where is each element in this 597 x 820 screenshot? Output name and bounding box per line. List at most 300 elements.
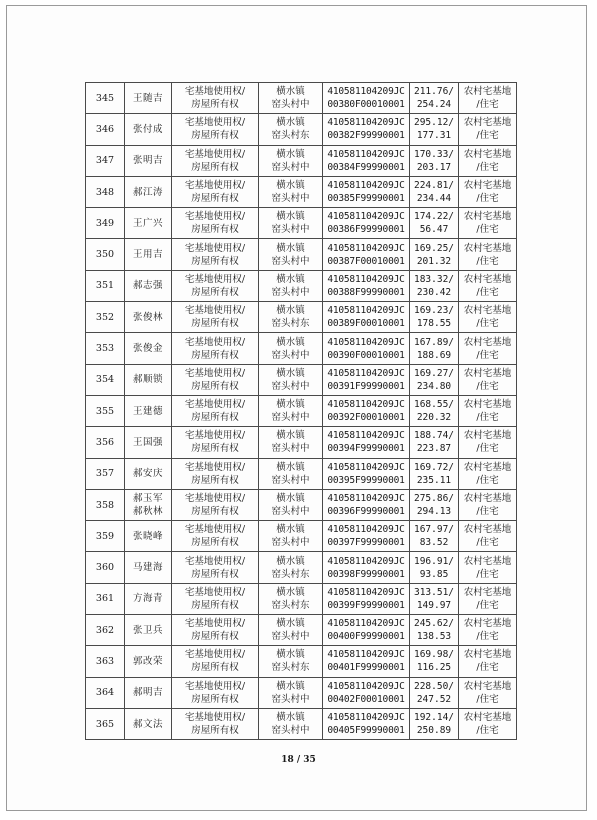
table-row (86, 114, 517, 145)
location: 横水镇 (276, 524, 305, 536)
location: 窑头村中 (271, 693, 310, 705)
land-use-cell (459, 270, 517, 301)
owner-name: 郝顺锁 (132, 374, 163, 386)
right-type-cell (172, 427, 259, 458)
record-number-cell: 350 (86, 239, 125, 270)
record-number-cell: 345 (86, 83, 125, 114)
location: 窑头村中 (271, 725, 310, 737)
right-type: 房屋所有权 (191, 443, 239, 455)
area-value: 196.91/ (413, 555, 455, 567)
location: 窑头村中 (271, 193, 310, 205)
right-type: 房屋所有权 (191, 599, 239, 611)
area-value-cell (410, 521, 459, 552)
owner-name-cell (125, 114, 172, 145)
right-type: 宅基地使用权/ (184, 618, 246, 630)
table-row (86, 302, 517, 333)
area-value: 247.52 (416, 693, 452, 705)
area-value: 169.25/ (413, 242, 455, 254)
right-type: 宅基地使用权/ (184, 493, 246, 504)
owner-name-cell (125, 583, 172, 614)
record-number-cell: 362 (86, 615, 125, 646)
unit-code: 410581104209JC (327, 586, 405, 598)
location: 横水镇 (276, 117, 305, 129)
location: 横水镇 (276, 86, 305, 98)
owner-name-cell (125, 270, 172, 301)
land-use-cell (459, 176, 517, 207)
land-use: /住宅 (476, 537, 499, 549)
land-use: /住宅 (476, 380, 499, 392)
unit-code-cell (323, 176, 410, 207)
location-cell (259, 552, 323, 583)
land-use-cell (459, 114, 517, 145)
area-value: 177.31 (416, 130, 452, 142)
table-row (86, 395, 517, 426)
land-use: /住宅 (476, 631, 499, 643)
owner-name-cell (125, 489, 172, 520)
location-cell (259, 615, 323, 646)
owner-name: 郝江涛 (132, 186, 163, 198)
right-type-cell (172, 583, 259, 614)
record-number-cell: 349 (86, 208, 125, 239)
right-type-cell (172, 489, 259, 520)
owner-name-cell (125, 208, 172, 239)
land-use: 农村宅基地 (463, 430, 512, 442)
table-row (86, 677, 517, 708)
unit-code-cell (323, 521, 410, 552)
table-row (86, 176, 517, 207)
right-type: 房屋所有权 (191, 537, 239, 549)
land-use-cell (459, 615, 517, 646)
right-type: 宅基地使用权/ (184, 586, 246, 598)
owner-name-cell (125, 302, 172, 333)
right-type: 宅基地使用权/ (184, 524, 246, 536)
land-use: 农村宅基地 (463, 86, 512, 98)
owner-name: 方海青 (132, 593, 163, 605)
location-cell (259, 489, 323, 520)
unit-code-cell (323, 646, 410, 677)
unit-code: 00384F99990001 (327, 161, 405, 173)
location-cell (259, 145, 323, 176)
right-type-cell (172, 176, 259, 207)
location: 窑头村中 (271, 631, 310, 643)
location: 窑头村中 (271, 224, 310, 236)
table-row (86, 552, 517, 583)
unit-code: 00391F99990001 (327, 380, 405, 392)
unit-code: 00401F99990001 (327, 662, 405, 674)
unit-code-cell (323, 83, 410, 114)
right-type: 房屋所有权 (191, 161, 239, 173)
unit-code-cell (323, 583, 410, 614)
record-number-cell: 358 (86, 489, 125, 520)
area-value-cell (410, 239, 459, 270)
location-cell (259, 708, 323, 739)
area-value: 228.50/ (413, 680, 455, 692)
owner-name-cell (125, 646, 172, 677)
unit-code: 00405F99990001 (327, 725, 405, 737)
unit-code-cell (323, 364, 410, 395)
location: 窑头村东 (271, 130, 310, 142)
owner-name-cell (125, 708, 172, 739)
right-type: 房屋所有权 (191, 506, 239, 517)
owner-name: 郭改荣 (132, 655, 163, 667)
location-cell (259, 333, 323, 364)
location-cell (259, 270, 323, 301)
right-type: 房屋所有权 (191, 255, 239, 267)
area-value-cell (410, 302, 459, 333)
land-use: /住宅 (476, 443, 499, 455)
unit-code: 410581104209JC (327, 430, 405, 442)
record-number-cell: 365 (86, 708, 125, 739)
right-type-cell (172, 302, 259, 333)
area-value-cell (410, 83, 459, 114)
owner-name: 郝安庆 (132, 468, 163, 480)
location: 横水镇 (276, 180, 305, 192)
unit-code: 410581104209JC (327, 493, 405, 504)
location: 窑头村东 (271, 662, 310, 674)
area-value: 174.22/ (413, 211, 455, 223)
unit-code-cell (323, 489, 410, 520)
unit-code-cell (323, 552, 410, 583)
unit-code-cell (323, 333, 410, 364)
right-type-cell (172, 364, 259, 395)
location-cell (259, 427, 323, 458)
area-value: 254.24 (416, 99, 452, 111)
unit-code: 00385F99990001 (327, 193, 405, 205)
area-value-cell (410, 552, 459, 583)
right-type: 宅基地使用权/ (184, 211, 246, 223)
land-use-cell (459, 708, 517, 739)
area-value: 230.42 (416, 286, 452, 298)
area-value: 188.74/ (413, 430, 455, 442)
location: 横水镇 (276, 555, 305, 567)
unit-code: 410581104209JC (327, 305, 405, 317)
record-number-cell: 347 (86, 145, 125, 176)
record-number-cell: 352 (86, 302, 125, 333)
right-type-cell (172, 395, 259, 426)
area-value: 170.33/ (413, 148, 455, 160)
table-row (86, 427, 517, 458)
land-use: /住宅 (476, 568, 499, 580)
owner-name: 张俊林 (132, 311, 163, 323)
owner-name: 王广兴 (132, 217, 163, 229)
table-row (86, 270, 517, 301)
area-value: 201.32 (416, 255, 452, 267)
land-use: /住宅 (476, 349, 499, 361)
area-value: 116.25 (416, 662, 452, 674)
record-number-cell: 357 (86, 458, 125, 489)
record-number-cell: 355 (86, 395, 125, 426)
land-use-cell (459, 395, 517, 426)
land-use-cell (459, 145, 517, 176)
location: 横水镇 (276, 211, 305, 223)
location-cell (259, 176, 323, 207)
land-use: /住宅 (476, 693, 499, 705)
unit-code-cell (323, 270, 410, 301)
location: 横水镇 (276, 493, 305, 504)
right-type-cell (172, 646, 259, 677)
location-cell (259, 364, 323, 395)
unit-code: 00392F00010001 (327, 412, 405, 424)
unit-code-cell (323, 208, 410, 239)
right-type-cell (172, 333, 259, 364)
unit-code: 410581104209JC (327, 555, 405, 567)
area-value: 83.52 (419, 537, 449, 549)
land-use: 农村宅基地 (463, 493, 512, 504)
location: 窑头村中 (271, 161, 310, 173)
land-use: /住宅 (476, 224, 499, 236)
record-number-cell: 354 (86, 364, 125, 395)
unit-code: 410581104209JC (327, 211, 405, 223)
table-row (86, 208, 517, 239)
right-type: 宅基地使用权/ (184, 273, 246, 285)
unit-code-cell (323, 427, 410, 458)
location: 窑头村中 (271, 412, 310, 424)
unit-code: 00389F00010001 (327, 318, 405, 330)
right-type-cell (172, 208, 259, 239)
right-type: 宅基地使用权/ (184, 680, 246, 692)
record-number-cell: 348 (86, 176, 125, 207)
right-type: 宅基地使用权/ (184, 367, 246, 379)
record-number-cell: 363 (86, 646, 125, 677)
land-use-cell (459, 552, 517, 583)
area-value: 223.87 (416, 443, 452, 455)
record-number-cell: 364 (86, 677, 125, 708)
land-use: 农村宅基地 (463, 586, 512, 598)
location: 横水镇 (276, 680, 305, 692)
table-row (86, 145, 517, 176)
location-cell (259, 302, 323, 333)
right-type: 房屋所有权 (191, 568, 239, 580)
area-value: 294.13 (416, 506, 452, 517)
area-value: 169.23/ (413, 305, 455, 317)
area-value: 56.47 (419, 224, 449, 236)
owner-name-cell (125, 145, 172, 176)
right-type: 房屋所有权 (191, 631, 239, 643)
owner-name: 王用吉 (132, 249, 163, 261)
land-use: 农村宅基地 (463, 148, 512, 160)
owner-name-cell (125, 395, 172, 426)
right-type: 房屋所有权 (191, 412, 239, 424)
unit-code: 410581104209JC (327, 461, 405, 473)
area-value-cell (410, 333, 459, 364)
right-type: 房屋所有权 (191, 380, 239, 392)
location-cell (259, 239, 323, 270)
owner-name: 张付成 (132, 123, 163, 135)
area-value: 169.98/ (413, 649, 455, 661)
unit-code: 410581104209JC (327, 242, 405, 254)
land-use-cell (459, 364, 517, 395)
location-cell (259, 646, 323, 677)
unit-code: 410581104209JC (327, 86, 405, 98)
owner-name-cell (125, 458, 172, 489)
records-table-body (86, 83, 517, 740)
land-use: 农村宅基地 (463, 618, 512, 630)
location: 横水镇 (276, 399, 305, 411)
right-type-cell (172, 239, 259, 270)
location: 窑头村中 (271, 286, 310, 298)
area-value-cell (410, 208, 459, 239)
area-value: 234.80 (416, 380, 452, 392)
area-value-cell (410, 708, 459, 739)
unit-code: 00394F99990001 (327, 443, 405, 455)
area-value-cell (410, 145, 459, 176)
land-use-cell (459, 302, 517, 333)
land-use-cell (459, 239, 517, 270)
unit-code: 00390F00010001 (327, 349, 405, 361)
land-use: 农村宅基地 (463, 649, 512, 661)
right-type: 宅基地使用权/ (184, 461, 246, 473)
right-type: 宅基地使用权/ (184, 336, 246, 348)
area-value: 275.86/ (413, 493, 455, 504)
record-number-cell: 361 (86, 583, 125, 614)
area-value: 250.89 (416, 725, 452, 737)
area-value-cell (410, 114, 459, 145)
owner-name: 郝明吉 (132, 687, 163, 699)
right-type-cell (172, 521, 259, 552)
owner-name: 郝玉军 (132, 493, 163, 504)
area-value: 167.97/ (413, 524, 455, 536)
unit-code: 410581104209JC (327, 117, 405, 129)
right-type-cell (172, 114, 259, 145)
unit-code: 00396F99990001 (327, 506, 405, 517)
owner-name-cell (125, 615, 172, 646)
location-cell (259, 521, 323, 552)
land-use-cell (459, 489, 517, 520)
right-type: 房屋所有权 (191, 662, 239, 674)
unit-code: 410581104209JC (327, 649, 405, 661)
area-value: 169.72/ (413, 461, 455, 473)
owner-name-cell (125, 83, 172, 114)
area-value: 220.32 (416, 412, 452, 424)
table-row (86, 83, 517, 114)
owner-name-cell (125, 677, 172, 708)
location: 窑头村中 (271, 380, 310, 392)
owner-name-cell (125, 427, 172, 458)
location-cell (259, 83, 323, 114)
unit-code: 00400F99990001 (327, 631, 405, 643)
land-use: 农村宅基地 (463, 273, 512, 285)
right-type: 房屋所有权 (191, 693, 239, 705)
right-type: 宅基地使用权/ (184, 649, 246, 661)
land-use-cell (459, 83, 517, 114)
location-cell (259, 583, 323, 614)
area-value: 138.53 (416, 631, 452, 643)
land-use: /住宅 (476, 506, 499, 517)
table-row (86, 615, 517, 646)
right-type: 房屋所有权 (191, 725, 239, 737)
area-value-cell (410, 615, 459, 646)
land-use-cell (459, 458, 517, 489)
page-number: 18 / 35 (281, 755, 316, 765)
location: 窑头村中 (271, 506, 310, 517)
unit-code: 410581104209JC (327, 367, 405, 379)
location: 窑头村中 (271, 349, 310, 361)
table-row (86, 521, 517, 552)
unit-code: 00386F99990001 (327, 224, 405, 236)
location-cell (259, 395, 323, 426)
right-type: 房屋所有权 (191, 130, 239, 142)
area-value: 211.76/ (413, 86, 455, 98)
owner-name: 郝志强 (132, 280, 163, 292)
land-use: 农村宅基地 (463, 367, 512, 379)
unit-code: 00387F00010001 (327, 255, 405, 267)
owner-name-cell (125, 364, 172, 395)
owner-name: 马建海 (132, 562, 163, 574)
owner-name: 郝文法 (132, 718, 163, 730)
location-cell (259, 114, 323, 145)
table-row (86, 458, 517, 489)
table-row (86, 364, 517, 395)
unit-code: 00397F99990001 (327, 537, 405, 549)
records-table (85, 82, 517, 740)
unit-code: 410581104209JC (327, 712, 405, 724)
location-cell (259, 458, 323, 489)
owner-name: 张明吉 (132, 155, 163, 167)
table-row (86, 239, 517, 270)
location: 窑头村中 (271, 99, 310, 111)
right-type: 房屋所有权 (191, 99, 239, 111)
land-use-cell (459, 427, 517, 458)
land-use-cell (459, 646, 517, 677)
land-use: 农村宅基地 (463, 524, 512, 536)
land-use: 农村宅基地 (463, 680, 512, 692)
land-use: /住宅 (476, 474, 499, 486)
land-use: 农村宅基地 (463, 242, 512, 254)
land-use: 农村宅基地 (463, 555, 512, 567)
land-use-cell (459, 521, 517, 552)
right-type: 房屋所有权 (191, 286, 239, 298)
area-value: 178.55 (416, 318, 452, 330)
area-value-cell (410, 583, 459, 614)
area-value: 169.27/ (413, 367, 455, 379)
right-type: 宅基地使用权/ (184, 305, 246, 317)
location: 窑头村东 (271, 568, 310, 580)
area-value: 192.14/ (413, 712, 455, 724)
unit-code-cell (323, 458, 410, 489)
unit-code: 00395F99990001 (327, 474, 405, 486)
location: 横水镇 (276, 242, 305, 254)
right-type: 房屋所有权 (191, 224, 239, 236)
location: 横水镇 (276, 430, 305, 442)
area-value: 183.32/ (413, 273, 455, 285)
area-value-cell (410, 395, 459, 426)
location: 横水镇 (276, 305, 305, 317)
land-use: /住宅 (476, 99, 499, 111)
land-use-cell (459, 583, 517, 614)
unit-code: 410581104209JC (327, 180, 405, 192)
owner-name-cell (125, 239, 172, 270)
location: 窑头村中 (271, 537, 310, 549)
area-value-cell (410, 489, 459, 520)
right-type: 宅基地使用权/ (184, 555, 246, 567)
area-value-cell (410, 364, 459, 395)
right-type-cell (172, 677, 259, 708)
unit-code: 00402F00010001 (327, 693, 405, 705)
owner-name-cell (125, 521, 172, 552)
area-value: 234.44 (416, 193, 452, 205)
land-use: /住宅 (476, 725, 499, 737)
unit-code-cell (323, 114, 410, 145)
unit-code: 00399F99990001 (327, 599, 405, 611)
right-type: 宅基地使用权/ (184, 148, 246, 160)
location: 横水镇 (276, 336, 305, 348)
owner-name: 王国强 (132, 436, 163, 448)
table-row (86, 333, 517, 364)
area-value-cell (410, 270, 459, 301)
right-type: 房屋所有权 (191, 193, 239, 205)
land-use-cell (459, 208, 517, 239)
unit-code-cell (323, 239, 410, 270)
